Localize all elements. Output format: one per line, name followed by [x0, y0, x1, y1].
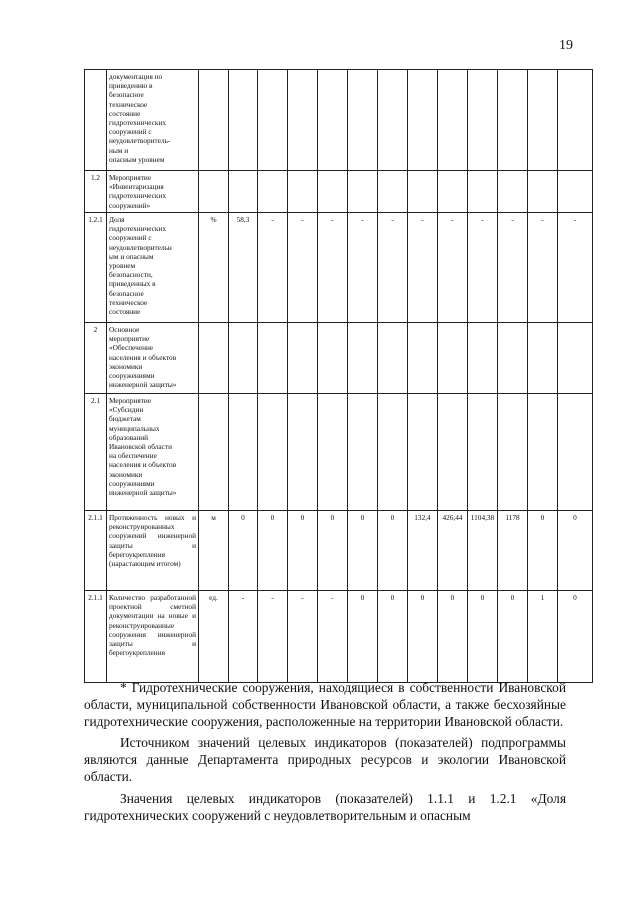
value-cell	[528, 70, 558, 171]
value-cell	[258, 171, 288, 213]
notes-text	[84, 680, 566, 824]
value-cell	[258, 70, 288, 171]
value-cell: -	[348, 213, 378, 323]
unit-cell	[199, 171, 229, 213]
value-cell	[468, 70, 498, 171]
value-cell	[408, 171, 438, 213]
table-row	[85, 323, 593, 394]
value-cell	[558, 171, 593, 213]
value-cell	[229, 394, 258, 511]
value-cell	[348, 171, 378, 213]
value-cell: -	[258, 591, 288, 683]
value-cell	[348, 70, 378, 171]
value-cell	[318, 171, 348, 213]
indicator-name-cell: Доля гидротехнических сооружений с неудовлетворительн ым и опасным уровнем безопасности, приведенных в безопасное техническое состояние	[107, 213, 199, 323]
value-cell: 0	[258, 511, 288, 591]
value-cell: 0	[498, 591, 528, 683]
footnote-paragraph: * Гидротехнические сооружения, находящиеся в собственности Ивановской области, муниципальной собственности Ивановской области, а также бесхозяйные гидротехнические сооружения, расположенные на территории Ивановской области.	[84, 680, 566, 729]
row-number-cell: 2.1	[85, 394, 107, 511]
value-cell	[408, 323, 438, 394]
value-cell: 0	[378, 591, 408, 683]
value-cell	[528, 323, 558, 394]
indicator-name-cell: Мероприятие «Инвентаризация гидротехнических сооружений»	[107, 171, 199, 213]
indicator-name-cell: Протяженность новых и реконструированных сооружений инженерной защиты и берегоукрепления (нарастающим итогом)	[107, 511, 199, 591]
row-number-cell: 2.1.1	[85, 511, 107, 591]
value-cell	[438, 70, 468, 171]
value-cell: 58,3	[229, 213, 258, 323]
unit-cell: ед.	[199, 591, 229, 683]
value-cell	[468, 394, 498, 511]
value-cell	[288, 171, 318, 213]
value-cell: 1178	[498, 511, 528, 591]
unit-cell	[199, 394, 229, 511]
indicator-name-cell: Количество разработанной проектной сметной документации на новые и реконструированные сооружения инженерной защиты и берегоукрепления	[107, 591, 199, 683]
value-cell: 0	[558, 591, 593, 683]
value-cell	[468, 171, 498, 213]
value-cell: 0	[288, 511, 318, 591]
value-cell: -	[258, 213, 288, 323]
value-cell	[258, 394, 288, 511]
value-cell: 0	[348, 511, 378, 591]
value-cell: 0	[408, 591, 438, 683]
value-cell: -	[468, 213, 498, 323]
value-cell: -	[318, 591, 348, 683]
table-row	[85, 171, 593, 213]
indicator-name-cell: Основное мероприятие «Обеспечение населения и объектов экономики сооружениями инженерной защиты»	[107, 323, 199, 394]
value-cell: 0	[468, 591, 498, 683]
value-cell	[498, 171, 528, 213]
indicator-name-cell: документация по приведению в безопасное техническое состояние гидротехнических сооружений с неудовлетворитель- ным и опасным уровнем	[107, 70, 199, 171]
value-cell	[558, 70, 593, 171]
value-cell	[229, 323, 258, 394]
value-cell: 0	[528, 511, 558, 591]
value-cell	[558, 394, 593, 511]
row-number-cell: 2	[85, 323, 107, 394]
value-cell	[408, 70, 438, 171]
value-cell	[378, 394, 408, 511]
value-cell: -	[318, 213, 348, 323]
value-cell: -	[229, 591, 258, 683]
value-cell: 1	[528, 591, 558, 683]
value-cell: -	[408, 213, 438, 323]
value-cell: -	[378, 213, 408, 323]
table-row	[85, 70, 593, 171]
page-number: 19	[559, 38, 573, 53]
value-cell: 0	[318, 511, 348, 591]
row-number-cell: 1.2	[85, 171, 107, 213]
unit-cell	[199, 323, 229, 394]
value-cell	[348, 323, 378, 394]
row-number-cell: 1.2.1	[85, 213, 107, 323]
value-cell	[528, 394, 558, 511]
value-cell	[288, 323, 318, 394]
value-cell	[318, 394, 348, 511]
value-cell	[318, 70, 348, 171]
value-cell: 0	[378, 511, 408, 591]
value-cell: 0	[438, 591, 468, 683]
value-cell	[498, 323, 528, 394]
value-cell: 0	[229, 511, 258, 591]
value-cell	[438, 171, 468, 213]
value-cell: -	[288, 213, 318, 323]
value-cell: 0	[558, 511, 593, 591]
value-cell	[498, 70, 528, 171]
value-cell	[378, 171, 408, 213]
values-paragraph: Значения целевых индикаторов (показателей) 1.1.1 и 1.2.1 «Доля гидротехнических сооружений с неудовлетворительным и опасным	[84, 790, 566, 823]
value-cell	[438, 323, 468, 394]
unit-cell: м	[199, 511, 229, 591]
value-cell	[528, 171, 558, 213]
value-cell: -	[498, 213, 528, 323]
value-cell	[288, 70, 318, 171]
value-cell: -	[438, 213, 468, 323]
value-cell: -	[528, 213, 558, 323]
unit-cell: %	[199, 213, 229, 323]
value-cell	[229, 70, 258, 171]
value-cell	[288, 394, 318, 511]
value-cell	[348, 394, 378, 511]
value-cell: 1104,38	[468, 511, 498, 591]
value-cell	[378, 323, 408, 394]
value-cell	[438, 394, 468, 511]
value-cell	[468, 323, 498, 394]
value-cell: 0	[348, 591, 378, 683]
value-cell: -	[558, 213, 593, 323]
value-cell	[229, 171, 258, 213]
table-row	[85, 394, 593, 511]
value-cell	[378, 70, 408, 171]
unit-cell	[199, 70, 229, 171]
value-cell: 132,4	[408, 511, 438, 591]
value-cell	[408, 394, 438, 511]
indicators-table	[84, 69, 593, 683]
table-row	[85, 511, 593, 591]
value-cell: 426,44	[438, 511, 468, 591]
row-number-cell	[85, 70, 107, 171]
row-number-cell: 2.1.1	[85, 591, 107, 683]
value-cell: -	[288, 591, 318, 683]
indicator-name-cell: Мероприятие «Субсидии бюджетам муниципальных образований Ивановской области на обеспечение населения и объектов экономики сооружениями инженерной защиты»	[107, 394, 199, 511]
table-row	[85, 591, 593, 683]
value-cell	[258, 323, 288, 394]
table-row	[85, 213, 593, 323]
value-cell	[498, 394, 528, 511]
value-cell	[318, 323, 348, 394]
value-cell	[558, 323, 593, 394]
source-paragraph: Источником значений целевых индикаторов (показателей) подпрограммы являются данные Департамента природных ресурсов и экологии Ивановской области.	[84, 735, 566, 784]
